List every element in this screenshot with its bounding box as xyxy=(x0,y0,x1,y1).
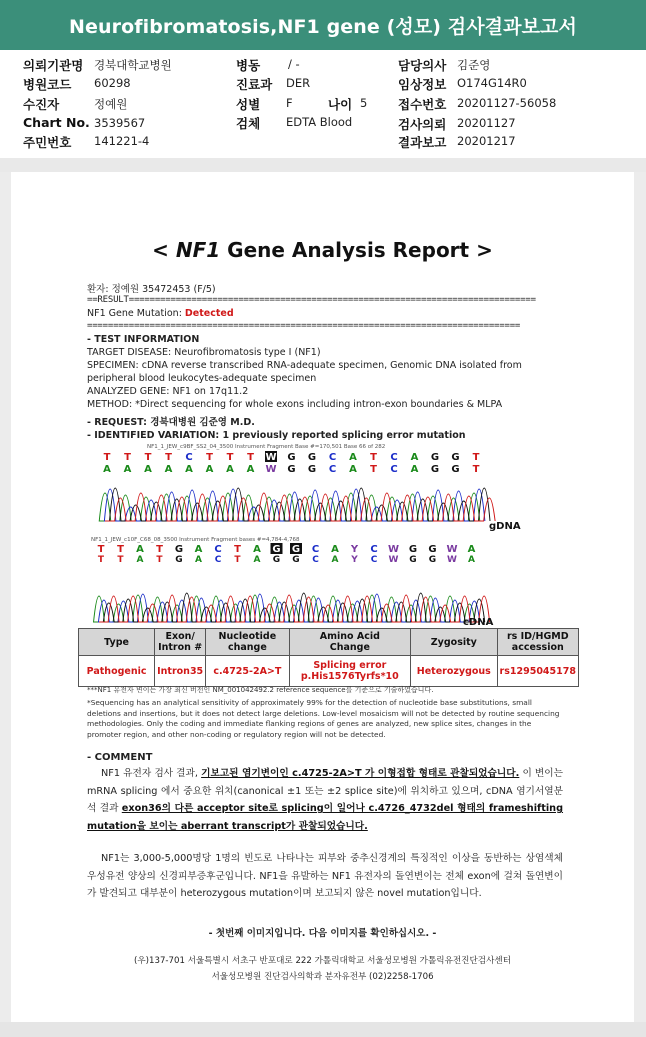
gdna-bottom-base: A xyxy=(185,464,193,475)
gdna-bottom-base: C xyxy=(328,464,337,475)
chart-number-value: 3539567 xyxy=(94,116,146,130)
report-title-bar xyxy=(0,0,646,50)
specimen-label: 검체 xyxy=(236,116,261,131)
cdna-label: cDNA xyxy=(463,617,494,628)
specimen-line-2: peripheral blood leukocytes-adequate specimen xyxy=(87,373,317,384)
gdna-bottom-base: A xyxy=(349,464,357,475)
cdna-base-calls-top xyxy=(98,543,476,555)
col-rsid-hgmd: rs ID/HGMD accession xyxy=(497,629,578,656)
gdna-top-base: T xyxy=(226,452,234,463)
patient-info-panel xyxy=(0,50,646,158)
hospital-code-value: 60298 xyxy=(94,76,131,90)
cdna-bottom-base: A xyxy=(136,555,144,565)
cell-type: Pathogenic xyxy=(79,656,155,687)
gdna-top-base: C xyxy=(390,452,398,463)
gdna-top-base: A xyxy=(410,452,419,463)
cdna-base-calls-bottom xyxy=(98,555,475,565)
gdna-base-calls-top xyxy=(104,451,480,463)
gdna-bottom-base: G xyxy=(430,464,440,475)
gdna-bottom-base: C xyxy=(390,464,398,475)
cdna-bottom-base: G xyxy=(409,555,417,565)
gdna-top-base: A xyxy=(349,452,357,463)
comment-paragraph-1: NF1 유전자 검사 결과, 기보고된 염기변이인 c.4725-2A>T 가 이형접합 형태로 관찰되었습니다. 이 변이는 mRNA splicing 에서 중요한 위치(canonical ±1 또는 ±2 splice site)에 위치하고 있으며, cDNA 염기서열분석 결과 exon36의 다른 acceptor site로 splicing이 일어나 c.4726_4732del 형태의 frameshifting mutation을 보이는 aberrant transcript가 관찰되었습니다. xyxy=(87,768,564,832)
gdna-base-calls-bottom xyxy=(103,464,479,475)
clinical-info-value: O174G14R0 xyxy=(457,76,527,90)
cdna-top-base: C xyxy=(370,544,378,555)
footer-address: (우)137-701 서울특별시 서초구 반포대로 222 가톨릭대학교 서울성모병원 가톨릭유전진단검사센터 xyxy=(134,956,511,966)
cdna-top-base: T xyxy=(97,544,105,555)
department-label: 진료과 xyxy=(236,77,273,92)
cdna-bottom-base: A xyxy=(195,555,202,565)
patient-name-value: 정예원 xyxy=(94,97,128,111)
cell-nucleotide-change: c.4725-2A>T xyxy=(206,656,289,687)
comment-title: - COMMENT xyxy=(87,752,153,763)
report-heading: < NF1 Gene Analysis Report > xyxy=(152,238,493,262)
age-value: 5 xyxy=(360,96,368,110)
analyzed-gene: ANALYZED GENE: NF1 on 17q11.2 xyxy=(87,386,249,397)
col-exon-intron: Exon/ Intron # xyxy=(155,629,206,656)
gdna-top-base: T xyxy=(124,452,131,463)
first-image-note: - 첫번째 이미지입니다. 다음 이미지를 확인하십시오. - xyxy=(208,928,437,939)
specimen-value: EDTA Blood xyxy=(286,115,353,129)
gdna-top-base: G xyxy=(307,452,317,463)
patient-name-label: 수진자 xyxy=(23,97,60,112)
gdna-trace xyxy=(99,488,495,521)
comment-paragraph-2: NF1는 3,000-5,000명당 1명의 빈도로 나타나는 피부와 중추신경계의 특징적인 이상을 동반하는 상염색체 우성유전 양상의 신경피부증후군입니다. NF1을 유발하는 NF1 유전자의 돌연변이는 전체 exon에 걸쳐 돌연변이가 발견되고 대부분이 heterozygous mutation이며 보고되지 않은 novel mutation입니다. xyxy=(87,853,563,900)
gdna-label: gDNA xyxy=(489,521,521,532)
gdna-bottom-base: A xyxy=(410,464,419,475)
resident-id-label: 주민번호 xyxy=(23,135,72,150)
ward-value: / - xyxy=(288,57,300,71)
chart-number-label: Chart No. xyxy=(23,115,90,130)
cdna-top-base: C xyxy=(311,544,320,555)
gdna-bottom-base: A xyxy=(246,464,255,475)
gdna-top-base: G xyxy=(451,452,460,463)
comment-highlight-1: 기보고된 염기변이인 c.4725-2A>T 가 이형접합 형태로 관찰되었습니다. xyxy=(201,768,520,779)
cdna-bottom-base: T xyxy=(234,555,241,565)
cdna-top-base: G xyxy=(174,544,184,555)
cdna-top-base: T xyxy=(156,544,163,555)
institution-label: 의뢰기관명 xyxy=(23,58,84,73)
receipt-number-label: 접수번호 xyxy=(398,97,447,112)
mutation-detected-value: Detected xyxy=(184,308,234,319)
cdna-bottom-base: C xyxy=(370,555,378,565)
table-row xyxy=(79,656,579,687)
cell-amino-acid-change: Splicing error p.His1576Tyrfs*10 xyxy=(289,656,411,687)
method-line: METHOD: *Direct sequencing for whole exons including intron-exon boundaries & MLPA xyxy=(87,399,503,410)
ward-label: 병동 xyxy=(236,58,261,73)
gdna-top-base: T xyxy=(103,452,111,463)
cdna-top-base: A xyxy=(253,544,261,555)
specimen-line-1: SPECIMEN: cDNA reverse transcribed RNA-adequate specimen, Genomic DNA isolated from xyxy=(87,360,522,371)
cdna-bottom-base: A xyxy=(253,555,261,565)
gdna-bottom-base: A xyxy=(103,464,111,475)
hospital-code-label: 병원코드 xyxy=(23,77,72,92)
cell-exon-intron: Intron35 xyxy=(155,656,206,687)
gdna-bottom-base: T xyxy=(370,464,377,475)
cdna-bottom-base: T xyxy=(117,555,124,565)
panel-divider xyxy=(0,158,646,172)
gdna-bottom-base: W xyxy=(265,464,277,475)
cdna-bottom-base: G xyxy=(428,555,437,565)
sex-value: F xyxy=(286,96,293,110)
cdna-bottom-base: W xyxy=(447,555,457,565)
gdna-bottom-base: T xyxy=(472,464,480,475)
cdna-top-base: G xyxy=(428,544,437,555)
gdna-bottom-base: A xyxy=(123,464,132,475)
gdna-top-base: C xyxy=(185,452,193,463)
patient-line: 환자: 정예원 35472453 (F/5) xyxy=(87,284,216,295)
cdna-top-base: A xyxy=(194,544,203,555)
request-date-value: 20201127 xyxy=(457,116,516,130)
gdna-top-base: T xyxy=(247,452,254,463)
col-amino-acid-change: Amino Acid Change xyxy=(289,629,411,656)
gdna-top-base: C xyxy=(328,452,337,463)
resident-id-value: 141221-4 xyxy=(94,134,150,148)
age-label: 나이 xyxy=(328,97,353,112)
gdna-trace-header: NF1_1_JEW_c9BF_SS2_04_3500 Instrument Fragment Base #=170,501 Base 66 of 282 xyxy=(147,444,386,450)
cdna-bottom-base: W xyxy=(388,555,399,565)
request-date-label: 검사의뢰 xyxy=(398,117,447,132)
col-nucleotide-change: Nucleotide change xyxy=(206,629,289,656)
gdna-top-base: T xyxy=(144,452,152,463)
cdna-top-base: T xyxy=(234,544,241,555)
cdna-trace-header: NF1_1_JEW_c10F_C68_08_3500 Instrument Fragment bases #=4,784-4,768 xyxy=(91,537,300,543)
cdna-top-base: A xyxy=(331,544,339,555)
result-header: ==RESULT============================================================================== xyxy=(87,295,536,305)
cdna-top-base: G xyxy=(408,544,418,555)
doctor-value: 김준영 xyxy=(457,58,491,72)
identified-variation: - IDENTIFIED VARIATION: 1 previously reported splicing error mutation xyxy=(87,430,466,441)
cdna-top-base: A xyxy=(467,544,476,555)
gdna-bottom-base: A xyxy=(144,464,152,475)
col-zygosity: Zygosity xyxy=(411,629,497,656)
cdna-bottom-base: C xyxy=(312,555,319,565)
sex-label: 성별 xyxy=(236,97,261,112)
department-value: DER xyxy=(286,76,311,90)
gdna-bottom-base: A xyxy=(226,464,234,475)
gdna-top-base: T xyxy=(165,452,172,463)
comment-highlight-2: exon36의 다른 acceptor site로 splicing이 일어나 c.4726_4732del 형태의 frameshifting mutation을 보이는 aberrant transcript가 관찰되었습니다. xyxy=(87,803,564,832)
gdna-top-base: T xyxy=(472,452,480,463)
reference-note: ***NF1 유전자 변이는 가장 최신 버전인 NM_001042492.2 reference sequence를 기준으로 기술하였습니다. xyxy=(87,686,434,694)
receipt-number-value: 20201127-56058 xyxy=(457,96,557,110)
target-disease: TARGET DISEASE: Neurofibromatosis type I (NF1) xyxy=(87,347,321,358)
cdna-bottom-base: A xyxy=(331,555,339,565)
cdna-trace xyxy=(94,593,490,622)
gdna-top-base: T xyxy=(206,452,213,463)
mutation-status: NF1 Gene Mutation: Detected xyxy=(87,308,234,319)
report-date-value: 20201217 xyxy=(457,134,516,148)
gdna-top-base: G xyxy=(430,452,440,463)
variant-table xyxy=(78,628,579,687)
separator-line: =================================================================================== xyxy=(87,321,521,331)
gdna-bottom-base: G xyxy=(287,464,296,475)
cell-rsid: rs1295045178 xyxy=(497,656,578,687)
cdna-bottom-base: G xyxy=(292,555,300,565)
cdna-top-base: G xyxy=(272,544,281,555)
clinical-info-label: 임상정보 xyxy=(398,77,447,92)
gdna-bottom-base: A xyxy=(164,464,173,475)
cdna-peak-line-3 xyxy=(99,595,490,622)
cdna-bottom-base: C xyxy=(214,555,222,565)
cdna-bottom-base: G xyxy=(272,555,281,565)
cdna-bottom-base: G xyxy=(175,555,183,565)
cdna-top-base: T xyxy=(117,544,124,555)
cdna-top-base: G xyxy=(291,544,301,555)
bottom-margin xyxy=(0,1022,646,1037)
col-type: Type xyxy=(79,629,155,656)
report-date-label: 결과보고 xyxy=(398,135,447,150)
cdna-top-base: A xyxy=(136,544,144,555)
cdna-top-base: W xyxy=(387,544,400,555)
gdna-top-base: W xyxy=(265,452,277,463)
window-title: Neurofibromatosis,NF1 gene (성모) 검사결과보고서 xyxy=(69,16,577,38)
method-disclaimer: *Sequencing has an analytical sensitivity of approximately 99% for the detection of nucleotide base substitutions, small deletions and insertions, but it does not detect large deletions. Low-level mosaicism will not be detected by routine sequencing methodologies. Only the coding and immediate flanking regions of genes are analyzed, new splice sites, changes in the promoter region, and other non-coding or regulatory region will not be detected. xyxy=(87,698,560,739)
doctor-label: 담당의사 xyxy=(398,58,447,73)
sequencing-chromatogram xyxy=(87,442,607,628)
cdna-bottom-base: T xyxy=(156,555,163,565)
report-document-image xyxy=(11,172,634,1022)
cdna-top-base: C xyxy=(214,544,222,555)
cdna-bottom-base: T xyxy=(97,555,105,565)
gdna-top-base: G xyxy=(287,452,296,463)
cdna-top-base: Y xyxy=(350,544,359,555)
test-info-title: - TEST INFORMATION xyxy=(87,334,200,345)
cell-zygosity: Heterozygous xyxy=(411,656,497,687)
gdna-top-base: T xyxy=(370,452,377,463)
institution-value: 경북대학교병원 xyxy=(94,58,172,72)
footer-department: 서울성모병원 진단검사의학과 분자유전부 (02)2258-1706 xyxy=(211,972,434,982)
gdna-bottom-base: G xyxy=(307,464,317,475)
cdna-bottom-base: A xyxy=(468,555,475,565)
gdna-bottom-base: A xyxy=(205,464,214,475)
cdna-bottom-base: Y xyxy=(351,555,358,565)
request-line: - REQUEST: 경북대병원 김준영 M.D. xyxy=(87,417,255,428)
cdna-top-base: W xyxy=(446,544,458,555)
gdna-bottom-base: G xyxy=(451,464,460,475)
